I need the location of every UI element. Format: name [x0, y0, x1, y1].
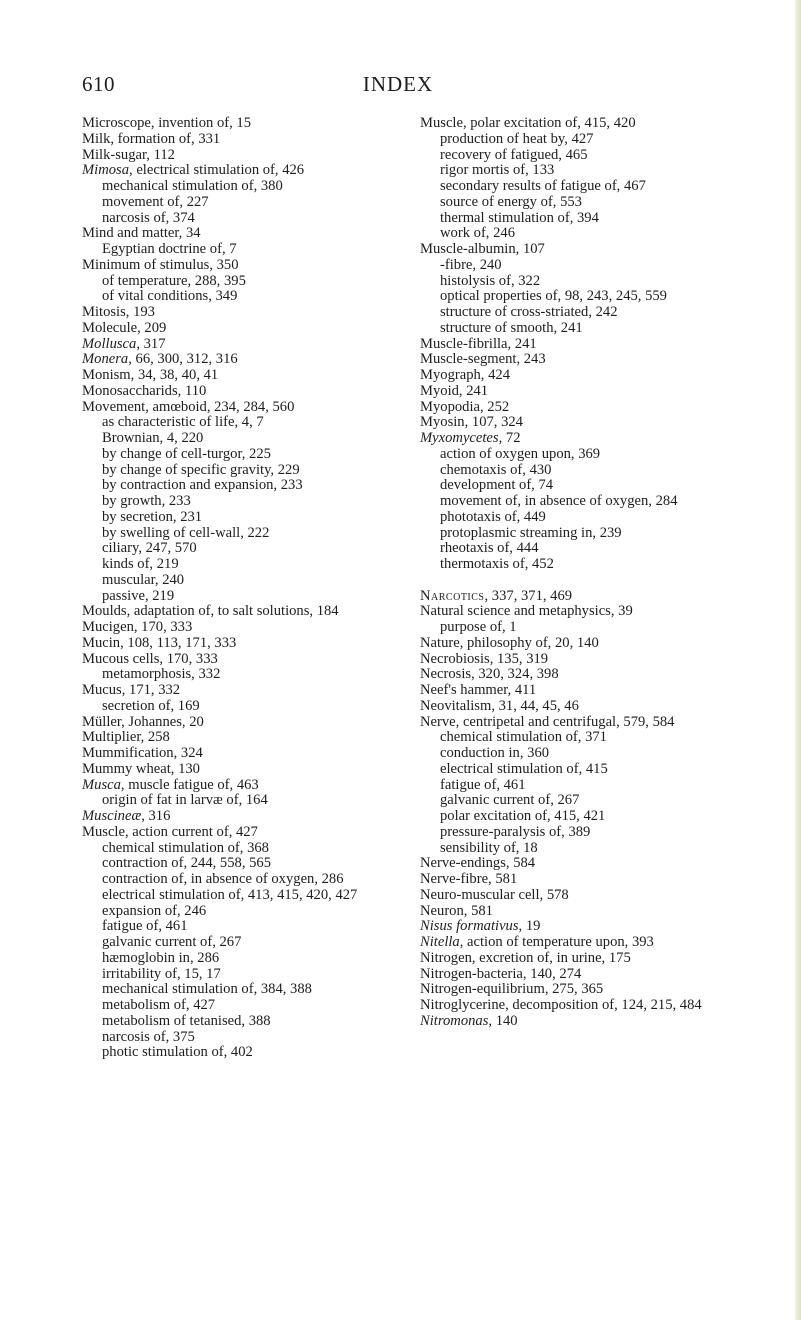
entry-term: thermotaxis of, 452 [440, 556, 554, 572]
index-subentry [420, 195, 776, 211]
index-subentry [82, 415, 402, 431]
entry-term: narcosis of, 374 [102, 209, 195, 226]
index-subentry [420, 541, 776, 557]
index-subentry [82, 699, 402, 715]
index-entry [82, 226, 402, 242]
index-entry [82, 305, 402, 321]
index-entry [420, 967, 776, 983]
index-subentry [420, 179, 776, 195]
entry-term: ciliary, 247, 570 [102, 540, 197, 557]
entry-term: Brownian, 4, 220 [102, 430, 204, 446]
entry-term: Muscineæ [82, 808, 142, 824]
index-entry [420, 998, 776, 1014]
entry-term: Nitrogen-bacteria, 140, 274 [420, 965, 582, 982]
section-gap [420, 573, 776, 589]
entry-pages: , action of temperature upon, 393 [459, 934, 654, 950]
entry-term: Monism, 34, 38, 40, 41 [82, 367, 219, 383]
index-subentry [420, 321, 776, 337]
entry-term: Moulds, adaptation of, to salt solutions, 184 [82, 603, 339, 620]
entry-term: galvanic current of, 267 [440, 792, 580, 809]
entry-term: polar excitation of, 415, 421 [440, 808, 606, 824]
entry-term: secondary results of fatigue of, 467 [440, 178, 646, 194]
entry-term: fatigue of, 461 [102, 918, 188, 935]
entry-term: Necrobiosis, 135, 319 [420, 650, 549, 667]
index-entry [82, 652, 402, 668]
entry-term: Monera [82, 351, 129, 368]
index-entry [82, 762, 402, 778]
entry-term: fatigue of, 461 [440, 776, 526, 793]
entry-term: Nerve-fibre, 581 [420, 871, 518, 887]
index-entry [82, 116, 402, 132]
index-subentry [420, 793, 776, 809]
entry-pages: , 140 [488, 1012, 518, 1029]
entry-term: chemical stimulation of, 371 [440, 729, 607, 746]
index-subentry [420, 132, 776, 148]
entry-term: conduction in, 360 [440, 745, 550, 761]
entry-term: origin of fat in larvæ of, 164 [102, 792, 268, 809]
entry-term: Milk, formation of, 331 [82, 130, 221, 147]
entry-term: structure of smooth, 241 [440, 319, 583, 336]
entry-term: Neuron, 581 [420, 902, 493, 919]
index-subentry [82, 242, 402, 258]
entry-term: mechanical stimulation of, 384, 388 [102, 981, 312, 998]
page-header [82, 72, 714, 98]
entry-term: Mucigen, 170, 333 [82, 619, 193, 635]
entry-term: by swelling of cell-wall, 222 [102, 524, 270, 541]
index-entry [82, 258, 402, 274]
entry-term: chemotaxis of, 430 [440, 461, 552, 478]
index-subentry [82, 510, 402, 526]
entry-term: Narcotics [420, 587, 485, 604]
index-column-right [420, 116, 776, 1030]
index-subentry [420, 211, 776, 227]
index-subentry [82, 179, 402, 195]
index-entry [420, 400, 776, 416]
entry-term: Neovitalism, 31, 44, 45, 46 [420, 697, 579, 714]
index-subentry [420, 730, 776, 746]
index-entry [420, 699, 776, 715]
index-subentry [82, 856, 402, 872]
index-subentry [420, 526, 776, 542]
index-entry [420, 589, 776, 605]
index-subentry [82, 431, 402, 447]
index-subentry [82, 998, 402, 1014]
entry-term: Nitromonas [420, 1012, 489, 1029]
entry-term: Neef's hammer, 411 [420, 682, 537, 698]
index-subentry [82, 557, 402, 573]
index-subentry [82, 195, 402, 211]
entry-term: histolysis of, 322 [440, 272, 541, 289]
entry-term: Muscle-albumin, 107 [420, 241, 545, 257]
index-subentry [82, 1014, 402, 1030]
index-entry [420, 368, 776, 384]
entry-term: contraction of, in absence of oxygen, 286 [102, 871, 344, 887]
index-subentry [420, 510, 776, 526]
entry-pages: , 317 [136, 335, 166, 352]
entry-term: rheotaxis of, 444 [440, 540, 539, 557]
entry-term: Milk-sugar, 112 [82, 146, 175, 163]
entry-term: thermal stimulation of, 394 [440, 209, 599, 226]
entry-term: Mucin, 108, 113, 171, 333 [82, 634, 237, 651]
index-subentry [420, 620, 776, 636]
index-subentry [420, 762, 776, 778]
entry-term: Myxomycetes [420, 430, 499, 446]
index-subentry [420, 289, 776, 305]
entry-term: Nerve, centripetal and centrifugal, 579, 584 [420, 713, 675, 730]
index-entry [420, 935, 776, 951]
index-entry [420, 116, 776, 132]
entry-term: phototaxis of, 449 [440, 508, 546, 525]
entry-pages: , 72 [498, 430, 521, 446]
index-entry [82, 132, 402, 148]
entry-term: Myoid, 241 [420, 382, 489, 399]
page-number: 610 [82, 72, 115, 96]
index-entry [420, 683, 776, 699]
entry-term: Muscle-fibrilla, 241 [420, 335, 537, 352]
entry-term: by growth, 233 [102, 493, 191, 509]
index-subentry [82, 935, 402, 951]
entry-term: Monosaccharids, 110 [82, 382, 207, 399]
entry-term: by secretion, 231 [102, 508, 203, 525]
index-subentry [82, 274, 402, 290]
index-entry [82, 337, 402, 353]
entry-term: Muscle, action current of, 427 [82, 823, 258, 840]
entry-term: pressure-paralysis of, 389 [440, 823, 591, 840]
index-subentry [82, 982, 402, 998]
index-entry [82, 809, 402, 825]
index-subentry [420, 778, 776, 794]
entry-term: electrical stimulation of, 415 [440, 760, 608, 777]
index-subentry [82, 289, 402, 305]
index-entry [420, 982, 776, 998]
index-subentry [82, 951, 402, 967]
entry-term: Movement, amœboid, 234, 284, 560 [82, 398, 295, 415]
entry-term: Musca [82, 776, 121, 793]
entry-term: of temperature, 288, 395 [102, 272, 246, 289]
index-entry [420, 715, 776, 731]
index-subentry [82, 494, 402, 510]
index-entry [82, 163, 402, 179]
entry-term: Mummification, 324 [82, 745, 203, 761]
entry-term: sensibility of, 18 [440, 839, 538, 856]
index-entry [82, 683, 402, 699]
index-subentry [82, 1045, 402, 1061]
index-entry [420, 242, 776, 258]
index-subentry [420, 841, 776, 857]
entry-term: optical properties of, 98, 243, 245, 559 [440, 288, 667, 305]
index-entry [82, 715, 402, 731]
entry-term: Nature, philosophy of, 20, 140 [420, 634, 599, 651]
page-edge [795, 0, 801, 1320]
entry-pages: , electrical stimulation of, 426 [129, 162, 305, 179]
index-entry [82, 730, 402, 746]
entry-pages: , 19 [518, 918, 541, 935]
entry-term: Myosin, 107, 324 [420, 414, 523, 431]
index-subentry [82, 872, 402, 888]
index-entry [420, 951, 776, 967]
entry-term: Mucus, 171, 332 [82, 682, 181, 698]
entry-term: Muscle, polar excitation of, 415, 420 [420, 115, 636, 131]
entry-term: Mind and matter, 34 [82, 225, 201, 242]
entry-pages: , 337, 371, 469 [484, 587, 573, 604]
index-subentry [420, 447, 776, 463]
entry-term: Multiplier, 258 [82, 729, 170, 746]
index-entry [82, 400, 402, 416]
index-subentry [420, 557, 776, 573]
index-entry [82, 384, 402, 400]
entry-term: by contraction and expansion, 233 [102, 477, 303, 494]
index-subentry [420, 478, 776, 494]
entry-term: production of heat by, 427 [440, 130, 594, 147]
index-entry [82, 825, 402, 841]
index-subentry [82, 463, 402, 479]
entry-term: Muscle-segment, 243 [420, 351, 546, 368]
entry-term: Necrosis, 320, 324, 398 [420, 666, 559, 683]
entry-term: protoplasmic streaming in, 239 [440, 524, 622, 541]
entry-term: narcosis of, 375 [102, 1028, 195, 1045]
entry-term: movement of, 227 [102, 193, 209, 210]
entry-term: development of, 74 [440, 477, 554, 494]
entry-term: -fibre, 240 [440, 256, 502, 273]
index-entry [420, 872, 776, 888]
index-subentry [82, 478, 402, 494]
entry-term: photic stimulation of, 402 [102, 1044, 253, 1061]
index-entry [420, 431, 776, 447]
entry-term: Molecule, 209 [82, 319, 167, 336]
index-subentry [420, 163, 776, 179]
index-subentry [82, 589, 402, 605]
entry-term: Egyptian doctrine of, 7 [102, 241, 237, 257]
entry-term: by change of specific gravity, 229 [102, 461, 300, 478]
index-subentry [82, 919, 402, 935]
index-subentry [82, 888, 402, 904]
entry-term: Mummy wheat, 130 [82, 760, 200, 777]
entry-term: galvanic current of, 267 [102, 934, 242, 950]
entry-term: Müller, Johannes, 20 [82, 713, 204, 730]
index-entry [420, 919, 776, 935]
index-entry [420, 888, 776, 904]
entry-term: secretion of, 169 [102, 697, 200, 714]
index-subentry [82, 447, 402, 463]
entry-term: kinds of, 219 [102, 556, 179, 572]
entry-term: metabolism of, 427 [102, 997, 216, 1013]
entry-term: action of oxygen upon, 369 [440, 445, 601, 462]
entry-term: Microscope, invention of, 15 [82, 115, 252, 131]
entry-term: Mimosa [82, 162, 130, 179]
entry-term: work of, 246 [440, 225, 515, 242]
index-subentry [420, 825, 776, 841]
index-entry [420, 352, 776, 368]
entry-term: Mollusca [82, 335, 137, 352]
index-subentry [82, 211, 402, 227]
index-entry [82, 778, 402, 794]
entry-term: Nitroglycerine, decomposition of, 124, 215, 484 [420, 997, 702, 1013]
entry-term: by change of cell-turgor, 225 [102, 445, 271, 462]
entry-term: metabolism of tetanised, 388 [102, 1012, 271, 1029]
index-entry [420, 652, 776, 668]
entry-term: movement of, in absence of oxygen, 284 [440, 493, 678, 509]
index-subentry [82, 526, 402, 542]
index-entry [82, 620, 402, 636]
entry-term: Natural science and metaphysics, 39 [420, 603, 633, 620]
index-subentry [420, 494, 776, 510]
entry-term: Nitrogen-equilibrium, 275, 365 [420, 981, 604, 998]
index-subentry [420, 809, 776, 825]
entry-term: passive, 219 [102, 587, 175, 604]
index-entry [420, 904, 776, 920]
index-entry [420, 337, 776, 353]
index-subentry [82, 541, 402, 557]
index-subentry [420, 226, 776, 242]
index-entry [420, 1014, 776, 1030]
index-subentry [420, 148, 776, 164]
index-entry [82, 352, 402, 368]
entry-term: as characteristic of life, 4, 7 [102, 414, 264, 431]
entry-term: hæmoglobin in, 286 [102, 949, 220, 966]
index-subentry [420, 274, 776, 290]
entry-term: Myopodia, 252 [420, 398, 510, 415]
entry-term: Myograph, 424 [420, 367, 510, 383]
running-title: INDEX [362, 72, 434, 96]
entry-pages: , muscle fatigue of, 463 [120, 776, 259, 793]
index-entry [82, 368, 402, 384]
entry-term: Mucous cells, 170, 333 [82, 650, 218, 667]
entry-pages: , 66, 300, 312, 316 [128, 351, 238, 368]
entry-term: Minimum of stimulus, 350 [82, 256, 239, 273]
index-entry [420, 604, 776, 620]
index-entry [82, 148, 402, 164]
entry-term: Nitrogen, excretion of, in urine, 175 [420, 949, 631, 966]
entry-term: of vital conditions, 349 [102, 288, 238, 305]
index-entry [420, 667, 776, 683]
index-subentry [82, 967, 402, 983]
entry-term: recovery of fatigued, 465 [440, 146, 588, 163]
entry-term: purpose of, 1 [440, 619, 517, 635]
entry-term: source of energy of, 553 [440, 193, 582, 210]
index-entry [82, 321, 402, 337]
index-entry [420, 384, 776, 400]
entry-term: electrical stimulation of, 413, 415, 420, 427 [102, 886, 358, 903]
entry-term: Neuro-muscular cell, 578 [420, 886, 569, 903]
entry-term: Mitosis, 193 [82, 304, 155, 320]
index-subentry [82, 841, 402, 857]
index-subentry [420, 746, 776, 762]
index-entry [82, 636, 402, 652]
index-subentry [82, 904, 402, 920]
index-subentry [420, 258, 776, 274]
entry-term: Nitella [420, 934, 460, 950]
index-subentry [82, 1030, 402, 1046]
index-column-left [82, 116, 402, 1061]
entry-term: chemical stimulation of, 368 [102, 839, 269, 856]
index-entry [82, 604, 402, 620]
index-subentry [82, 793, 402, 809]
index-subentry [420, 305, 776, 321]
index-entry [420, 415, 776, 431]
entry-term: contraction of, 244, 558, 565 [102, 855, 272, 872]
index-entry [420, 856, 776, 872]
entry-term: mechanical stimulation of, 380 [102, 178, 283, 194]
entry-term: muscular, 240 [102, 571, 185, 588]
index-entry [82, 746, 402, 762]
index-subentry [420, 463, 776, 479]
entry-pages: , 316 [141, 808, 171, 824]
entry-term: Nisus formativus [420, 918, 519, 935]
entry-term: structure of cross-striated, 242 [440, 304, 618, 320]
index-subentry [82, 573, 402, 589]
entry-term: metamorphosis, 332 [102, 666, 221, 683]
entry-term: expansion of, 246 [102, 902, 207, 919]
entry-term: irritability of, 15, 17 [102, 965, 221, 982]
index-entry [420, 636, 776, 652]
entry-term: rigor mortis of, 133 [440, 162, 555, 179]
index-subentry [82, 667, 402, 683]
entry-term: Nerve-endings, 584 [420, 855, 536, 872]
